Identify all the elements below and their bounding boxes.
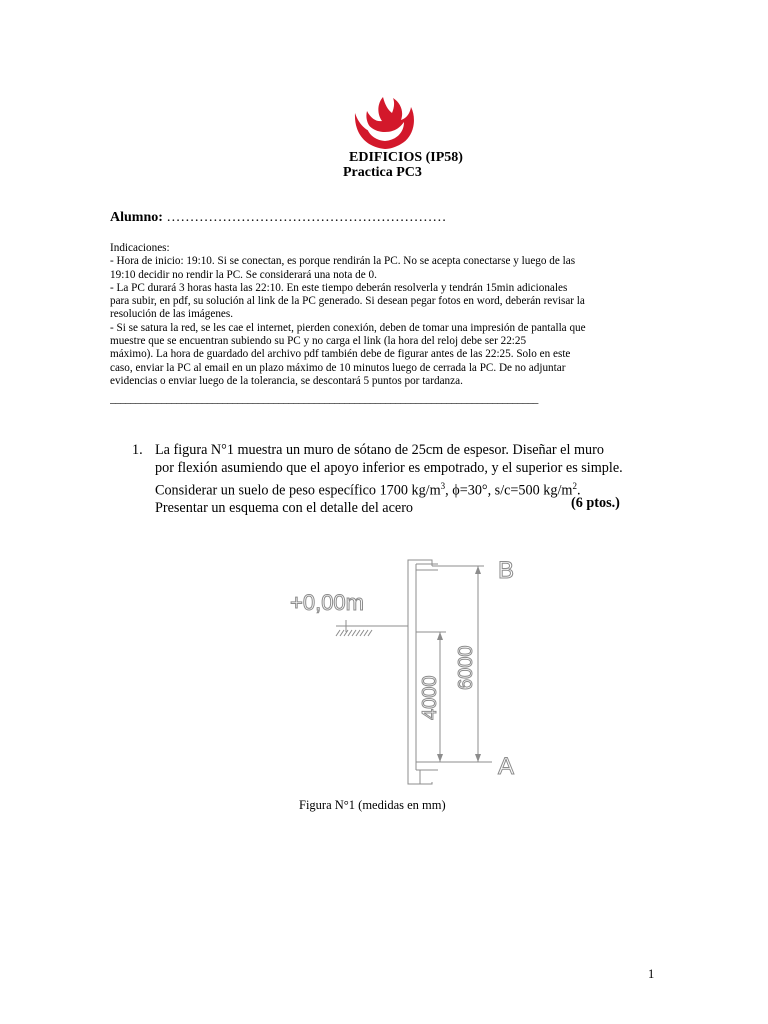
student-name-line	[110, 210, 446, 226]
university-logo	[352, 92, 418, 150]
instructions-line: - La PC durará 3 horas hasta las 22:10. En este tiempo deberán resolverla y tendrán 15min adicionales	[110, 281, 568, 294]
instructions-line: Indicaciones:	[110, 242, 170, 254]
instructions-line: evidencias o enviar luego de la tolerancia, se descontará 5 puntos por tardanza.	[110, 374, 463, 387]
question-points: (6 ptos.)	[571, 495, 620, 511]
support-label-top: B	[498, 557, 515, 584]
question-line: Presentar un esquema con el detalle del acero	[155, 500, 414, 517]
instructions-line: caso, enviar la PC al email en un plazo máximo de 10 minutos luego de cerrada la PC. De no adjuntar	[110, 361, 566, 374]
dimension-label-4000: 4000	[419, 675, 441, 720]
separator-line: ____________________________________________________________________________________	[110, 393, 538, 405]
instructions-line: 19:10 decidir no rendir la PC. Se considerará una nota de 0.	[110, 268, 377, 281]
question-line: por flexión asumiendo que el apoyo inferior es empotrado, y el superior es simple.	[155, 459, 623, 476]
support-label-bottom: A	[498, 753, 515, 780]
question-line: La figura N°1 muestra un muro de sótano de 25cm de espesor. Diseñar el muro	[155, 442, 604, 458]
soil-hatch	[336, 630, 372, 636]
exam-title: Practica PC3	[343, 165, 422, 180]
instructions-line: - Hora de inicio: 19:10. Si se conectan, es porque rendirán la PC. No se acepta conectarse y luego de las	[110, 255, 576, 268]
superscript-2: 2	[572, 480, 577, 491]
instructions-line: resolución de las imágenes.	[110, 308, 234, 321]
instructions-line: muestre que se encuentran subiendo su PC y no carga el link (la hora del reloj debe ser 22:25	[110, 335, 527, 348]
question-line3-c: .	[576, 482, 581, 499]
level-label: +0,00m	[290, 590, 364, 615]
instructions-line: para subir, en pdf, su solución al link de la PC generado. Si desean pegar fotos en word, deberán revisar la	[110, 295, 585, 308]
question-line3-a: Considerar un suelo de peso específico 1700 kg/m	[155, 482, 441, 499]
course-title: EDIFICIOS (IP58)	[349, 150, 463, 165]
dimension-label-6000: 6000	[455, 645, 477, 690]
page-number: 1	[648, 967, 655, 981]
figure-caption: Figura N°1 (medidas en mm)	[299, 798, 446, 812]
instructions-line: - Si se satura la red, se les cae el internet, pierden conexión, deben de tomar una impresión de pantalla que	[110, 321, 586, 334]
question-number: 1.	[132, 442, 143, 458]
question-line3-b: , ϕ=30°, s/c=500 kg/m	[445, 482, 573, 499]
instructions-line: máximo). La hora de guardado del archivo pdf también debe de figurar antes de las 22:25. Solo en este	[110, 348, 571, 361]
student-name-blank: ……………………………………………………	[166, 210, 447, 225]
student-label: Alumno:	[110, 210, 163, 225]
instructions-block	[110, 242, 662, 388]
basement-wall-figure	[270, 548, 530, 796]
superscript-3: 3	[440, 480, 446, 491]
wall-outline	[408, 560, 432, 784]
